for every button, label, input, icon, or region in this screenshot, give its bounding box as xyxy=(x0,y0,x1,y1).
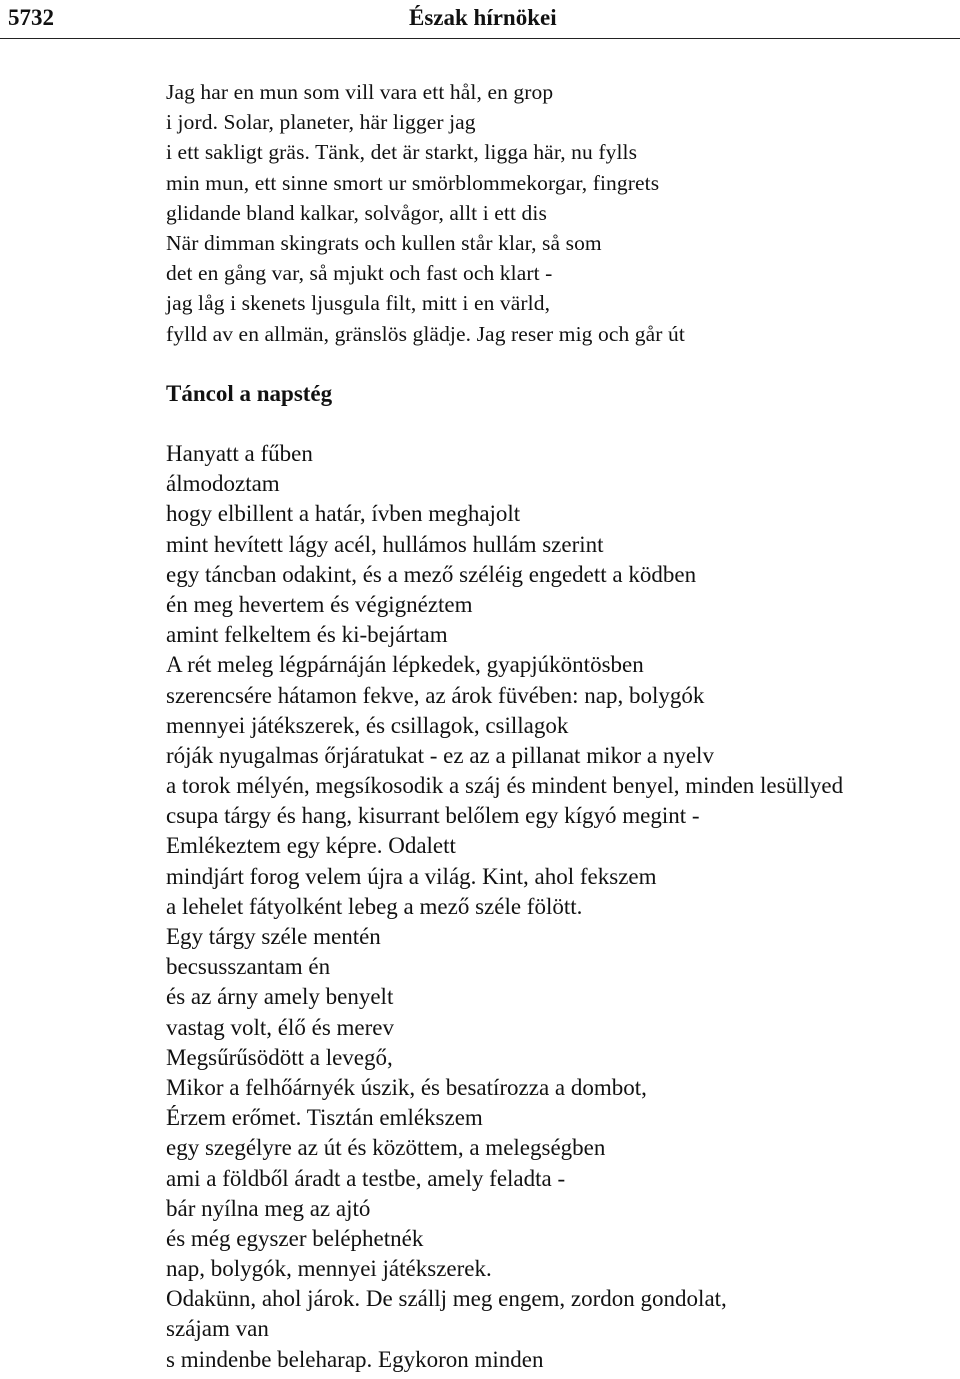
poem-line: Emlékeztem egy képre. Odalett xyxy=(166,833,456,859)
poem-line: Hanyatt a fűben xyxy=(166,441,313,466)
poem-line: egy szegélyre az út és közöttem, a melegségben xyxy=(166,1135,606,1161)
poem-line: és még egyszer beléphetnék xyxy=(166,1225,424,1251)
poem-line: álmodoztam xyxy=(166,471,280,497)
poem-line: vastag volt, élő és merev xyxy=(166,1014,395,1040)
poem-line: Megsűrűsödött a levegő, xyxy=(166,1044,393,1070)
poem-line: Egy tárgy széle mentén xyxy=(166,924,381,949)
poem-line: a lehelet fátyolként lebeg a mező széle fölött. xyxy=(166,893,583,919)
poem-line: Jag har en mun som vill vara ett hål, en grop xyxy=(166,80,554,104)
hungarian-poem xyxy=(166,439,843,1375)
poem-line: När dimman skingrats och kullen står klar, så som xyxy=(166,230,602,255)
poem-line: mint hevített lágy acél, hullámos hullám szerint xyxy=(166,531,604,557)
poem-line: i jord. Solar, planeter, här ligger jag xyxy=(166,110,476,135)
page-number: 5732 xyxy=(8,5,54,30)
poem-line: min mun, ett sinne smort ur smörblommekorgar, fingrets xyxy=(166,170,660,195)
poem-line: a torok mélyén, megsíkosodik a száj és mindent benyel, minden lesüllyed xyxy=(166,773,844,799)
poem-line: hogy elbillent a határ, ívben meghajolt xyxy=(166,501,521,527)
poem-line: szájam van xyxy=(166,1316,269,1342)
poem-line: det en gång var, så mjukt och fast och klart - xyxy=(166,261,553,286)
poem-line: nap, bolygók, mennyei játékszerek. xyxy=(166,1256,492,1282)
poem-line: Érzem erőmet. Tisztán emlékszem xyxy=(166,1105,483,1131)
swedish-poem xyxy=(166,77,685,349)
header-rule xyxy=(0,38,960,39)
poem-line: mindjárt forog velem újra a világ. Kint, ahol fekszem xyxy=(166,863,657,889)
poem-line: csupa tárgy és hang, kisurrant belőlem egy kígyó megint - xyxy=(166,803,700,829)
poem-line: becsusszantam én xyxy=(166,954,331,980)
poem-line: egy táncban odakint, és a mező széléig engedett a ködben xyxy=(166,561,697,587)
poem-line: fylld av en allmän, gränslös glädje. Jag reser mig och går út xyxy=(166,321,685,346)
poem-line: bár nyílna meg az ajtó xyxy=(166,1195,371,1221)
poem-line: amint felkeltem és ki-bejártam xyxy=(166,622,448,648)
poem-line: Mikor a felhőárnyék úszik, és besatírozza a dombot, xyxy=(166,1074,647,1100)
poem-line: róják nyugalmas őrjáratukat - ez az a pillanat mikor a nyelv xyxy=(166,742,714,768)
poem-line: glidande bland kalkar, solvågor, allt i ett dis xyxy=(166,200,547,225)
poem-line: ami a földből áradt a testbe, amely feladta - xyxy=(166,1165,566,1191)
poem-line: mennyei játékszerek, és csillagok, csillagok xyxy=(166,712,569,738)
poem-line: s mindenbe beleharap. Egykoron minden xyxy=(166,1346,544,1372)
poem-line: jag låg i skenets ljusgula filt, mitt i en värld, xyxy=(166,291,551,316)
poem-title: Táncol a napstég xyxy=(166,381,333,406)
page-header xyxy=(0,0,960,40)
poem-line: én meg hevertem és végignéztem xyxy=(166,591,473,617)
poem-line: Odakünn, ahol járok. De szállj meg engem, zordon gondolat, xyxy=(166,1286,727,1312)
poem-line: és az árny amely benyelt xyxy=(166,984,394,1010)
poem-line: i ett sakligt gräs. Tänk, det är starkt, ligga här, nu fylls xyxy=(166,140,638,165)
running-title: Észak hírnökei xyxy=(409,5,557,30)
poem-line: A rét meleg légpárnáján lépkedek, gyapjúköntösben xyxy=(166,652,644,678)
poem-line: szerencsére hátamon fekve, az árok füvében: nap, bolygók xyxy=(166,682,705,708)
